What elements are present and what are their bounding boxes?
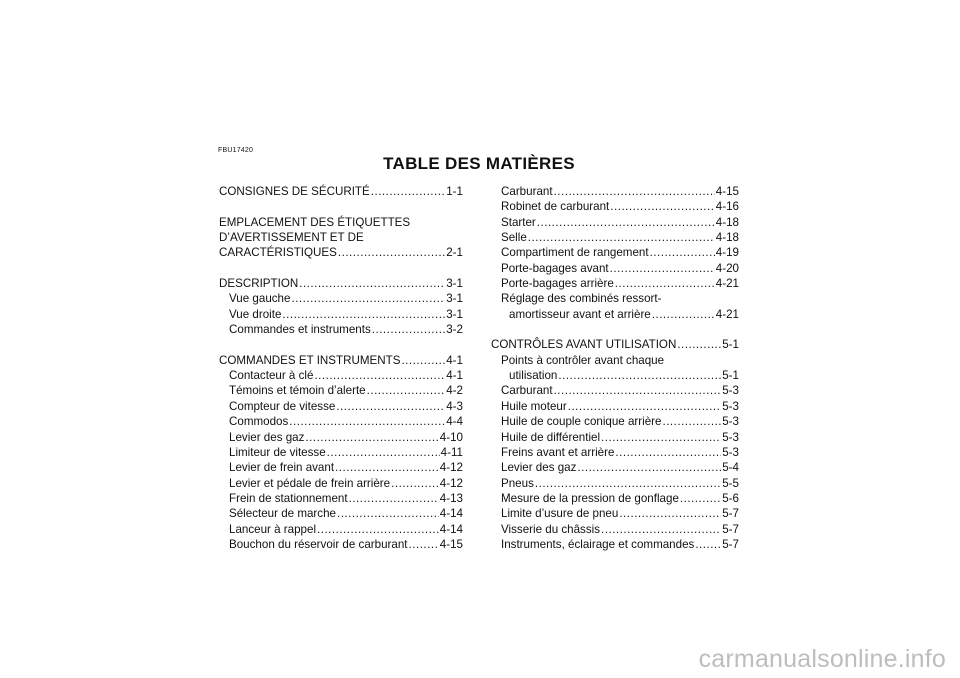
toc-entry-label: Vue droite [229, 307, 282, 321]
toc-page-number: 4-12 [439, 461, 463, 475]
toc-dot-leader [662, 414, 721, 429]
toc-page-number: 4-16 [715, 200, 739, 214]
toc-entry-label: CARACTÉRISTIQUES [219, 246, 337, 260]
toc-page-number: 3-1 [446, 307, 463, 321]
toc-entry-label: amortisseur avant et arrière [509, 307, 651, 321]
toc-entry-label: Visserie du châssis [501, 522, 601, 536]
toc-dot-leader [305, 430, 438, 445]
toc-left-column [219, 184, 463, 552]
toc-spacer [219, 261, 463, 276]
toc-entry-label: Limiteur de vitesse [229, 445, 326, 459]
toc-entry[interactable] [491, 430, 739, 445]
toc-page-number: 4-15 [715, 185, 739, 198]
toc-entry[interactable] [219, 276, 463, 291]
toc-page-number: 4-1 [446, 353, 463, 367]
toc-entry[interactable] [219, 399, 463, 414]
toc-entry-label: Points à contrôler avant chaque [501, 353, 665, 367]
toc-page-number: 4-12 [439, 476, 463, 490]
toc-entry-label: Starter [501, 215, 536, 229]
toc-entry-label: Carburant [501, 384, 553, 398]
toc-entry-label: CONSIGNES DE SÉCURITÉ [219, 185, 370, 198]
toc-dot-leader [619, 506, 721, 521]
toc-page-number: 4-10 [439, 430, 463, 444]
toc-page-number: 5-6 [722, 491, 739, 505]
toc-entry[interactable] [219, 353, 463, 368]
toc-entry-label: D’AVERTISSEMENT ET DE [219, 231, 364, 245]
watermark-text: carmanualsonline.info [698, 645, 946, 673]
toc-entry[interactable] [491, 383, 739, 398]
toc-page-number: 4-1 [446, 369, 463, 383]
toc-spacer [491, 322, 739, 337]
toc-entry-label: Pneus [501, 476, 534, 490]
toc-entry[interactable] [491, 307, 739, 322]
toc-dot-leader [327, 445, 440, 460]
toc-entry[interactable] [219, 491, 463, 506]
toc-entry[interactable] [491, 215, 739, 230]
toc-entry[interactable] [219, 245, 463, 260]
toc-page-number: 5-3 [722, 415, 739, 429]
toc-page-number: 5-3 [722, 399, 739, 413]
toc-dot-leader [336, 399, 445, 414]
toc-page-number: 4-18 [715, 231, 739, 245]
toc-page-number: 4-20 [715, 261, 739, 275]
toc-entry-continued [491, 291, 739, 306]
toc-entry-label: Porte-bagages arrière [501, 277, 614, 291]
toc-dot-leader [338, 245, 445, 260]
toc-entry[interactable] [219, 460, 463, 475]
toc-entry-label: Commandes et instruments [229, 323, 371, 337]
toc-page-number: 4-19 [715, 246, 739, 260]
toc-entry-label: DESCRIPTION [219, 277, 299, 291]
toc-dot-leader [577, 460, 721, 475]
toc-dot-leader [601, 430, 721, 445]
toc-entry-continued [219, 215, 463, 230]
toc-dot-leader [317, 522, 439, 537]
toc-entry-label: utilisation [509, 369, 558, 383]
toc-spacer [219, 337, 463, 352]
toc-dot-leader [610, 261, 715, 276]
toc-dot-leader [314, 368, 445, 383]
toc-entry[interactable] [219, 383, 463, 398]
toc-dot-leader [401, 353, 445, 368]
toc-entry-label: Huile moteur [501, 399, 567, 413]
toc-entry[interactable] [219, 322, 463, 337]
toc-entry-label: Levier de frein avant [229, 461, 335, 475]
toc-dot-leader [535, 476, 721, 491]
toc-entry[interactable] [491, 199, 739, 214]
toc-entry-label: Instruments, éclairage et commandes [501, 537, 695, 551]
toc-entry-label: Mesure de la pression de gonflage [501, 491, 679, 505]
toc-entry[interactable] [491, 261, 739, 276]
toc-entry[interactable] [219, 537, 463, 552]
toc-entry-label: Selle [501, 231, 527, 245]
toc-page-number: 2-1 [446, 246, 463, 260]
toc-entry[interactable] [491, 368, 739, 383]
toc-entry[interactable] [219, 368, 463, 383]
toc-entry[interactable] [491, 460, 739, 475]
toc-dot-leader [554, 383, 722, 398]
toc-entry-label: Robinet de carburant [501, 200, 610, 214]
toc-page-number: 5-4 [722, 461, 739, 475]
toc-entry[interactable] [491, 245, 739, 260]
toc-dot-leader [372, 322, 445, 337]
toc-entry[interactable] [491, 506, 739, 521]
toc-page-number: 4-4 [446, 415, 463, 429]
toc-page-number: 4-13 [439, 491, 463, 505]
toc-page-number: 5-7 [722, 507, 739, 521]
toc-entry-label: Carburant [501, 185, 553, 198]
toc-entry-label: Limite d’usure de pneu [501, 507, 619, 521]
toc-page-number: 5-7 [722, 537, 739, 551]
toc-entry[interactable] [491, 414, 739, 429]
toc-page-number: 5-3 [722, 445, 739, 459]
toc-entry[interactable] [219, 291, 463, 306]
toc-dot-leader [367, 383, 446, 398]
toc-dot-leader [391, 476, 439, 491]
toc-entry-label: Huile de différentiel [501, 430, 601, 444]
toc-page-number: 5-1 [722, 338, 739, 352]
toc-entry-label: Frein de stationnement [229, 491, 348, 505]
toc-entry[interactable] [491, 184, 739, 199]
toc-entry[interactable] [219, 506, 463, 521]
toc-entry[interactable] [219, 414, 463, 429]
toc-page-number: 5-3 [722, 384, 739, 398]
toc-dot-leader [291, 291, 445, 306]
toc-entry-label: Sélecteur de marche [229, 507, 336, 521]
document-code: FBU17420 [218, 147, 254, 154]
toc-dot-leader [299, 276, 445, 291]
toc-entry-label: Freins avant et arrière [501, 445, 615, 459]
toc-entry[interactable] [491, 522, 739, 537]
toc-dot-leader [601, 522, 721, 537]
toc-dot-leader [610, 199, 715, 214]
toc-entry[interactable] [491, 537, 739, 552]
toc-page-number: 3-1 [446, 292, 463, 306]
toc-dot-leader [409, 537, 439, 552]
toc-entry-label: Compteur de vitesse [229, 399, 336, 413]
toc-dot-leader [282, 307, 445, 322]
toc-entry-continued [219, 230, 463, 245]
toc-entry-label: Vue gauche [229, 292, 291, 306]
toc-entry-label: COMMANDES ET INSTRUMENTS [219, 353, 401, 367]
toc-page-number: 4-15 [439, 537, 463, 551]
toc-page-number: 4-21 [715, 277, 739, 291]
toc-entry-label: CONTRÔLES AVANT UTILISATION [491, 338, 677, 352]
toc-entry-label: Lanceur à rappel [229, 522, 317, 536]
toc-entry-label: Bouchon du réservoir de carburant [229, 537, 408, 551]
toc-dot-leader [568, 399, 722, 414]
toc-dot-leader [695, 537, 721, 552]
toc-page-number: 5-3 [722, 430, 739, 444]
toc-entry[interactable] [491, 276, 739, 291]
page-title: TABLE DES MATIÈRES [383, 154, 575, 173]
toc-entry[interactable] [219, 184, 463, 199]
toc-dot-leader [677, 337, 721, 352]
toc-entry[interactable] [219, 522, 463, 537]
toc-entry[interactable] [491, 491, 739, 506]
toc-dot-leader [537, 215, 715, 230]
toc-entry-label: Contacteur à clé [229, 369, 314, 383]
toc-page-number: 4-14 [439, 507, 463, 521]
toc-entry-label: Huile de couple conique arrière [501, 415, 662, 429]
toc-dot-leader [554, 184, 715, 199]
toc-dot-leader [680, 491, 721, 506]
toc-page-number: 4-18 [715, 215, 739, 229]
toc-entry[interactable] [219, 476, 463, 491]
toc-dot-leader [371, 184, 445, 199]
toc-page-number: 4-21 [715, 307, 739, 321]
toc-right-column [491, 184, 739, 552]
toc-dot-leader [615, 276, 715, 291]
toc-page-number: 3-2 [446, 323, 463, 337]
toc-page-number: 4-3 [446, 399, 463, 413]
toc-entry-label: Levier des gaz [501, 461, 577, 475]
toc-page-number: 4-11 [440, 445, 463, 459]
toc-dot-leader [558, 368, 721, 383]
toc-spacer [219, 199, 463, 214]
toc-entry-label: Compartiment de rangement [501, 246, 649, 260]
toc-entry-label: Réglage des combinés ressort- [501, 292, 662, 306]
toc-page-number: 5-1 [722, 369, 739, 383]
toc-page-number: 1-1 [446, 185, 463, 198]
toc-entry-label: Commodos [229, 415, 289, 429]
toc-entry[interactable] [491, 230, 739, 245]
toc-dot-leader [349, 491, 439, 506]
toc-dot-leader [615, 445, 721, 460]
toc-page-number: 5-7 [722, 522, 739, 536]
toc-entry[interactable] [219, 445, 463, 460]
toc-dot-leader [337, 506, 439, 521]
toc-entry[interactable] [491, 399, 739, 414]
toc-entry-label: Levier des gaz [229, 430, 305, 444]
toc-dot-leader [652, 307, 715, 322]
toc-entry[interactable] [491, 337, 739, 352]
toc-entry-label: Témoins et témoin d’alerte [229, 384, 366, 398]
toc-dot-leader [289, 414, 445, 429]
toc-entry-label: Levier et pédale de frein arrière [229, 476, 391, 490]
toc-dot-leader [335, 460, 439, 475]
toc-entry-continued [491, 353, 739, 368]
toc-entry[interactable] [491, 445, 739, 460]
toc-dot-leader [650, 245, 715, 260]
toc-page-number: 4-14 [439, 522, 463, 536]
toc-page-number: 5-5 [722, 476, 739, 490]
toc-page-number: 4-2 [446, 384, 463, 398]
toc-entry[interactable] [491, 476, 739, 491]
toc-entry[interactable] [219, 307, 463, 322]
toc-page-number: 3-1 [446, 277, 463, 291]
toc-dot-leader [528, 230, 715, 245]
toc-entry-label: EMPLACEMENT DES ÉTIQUETTES [219, 215, 411, 229]
toc-entry[interactable] [219, 430, 463, 445]
toc-entry-label: Porte-bagages avant [501, 261, 609, 275]
